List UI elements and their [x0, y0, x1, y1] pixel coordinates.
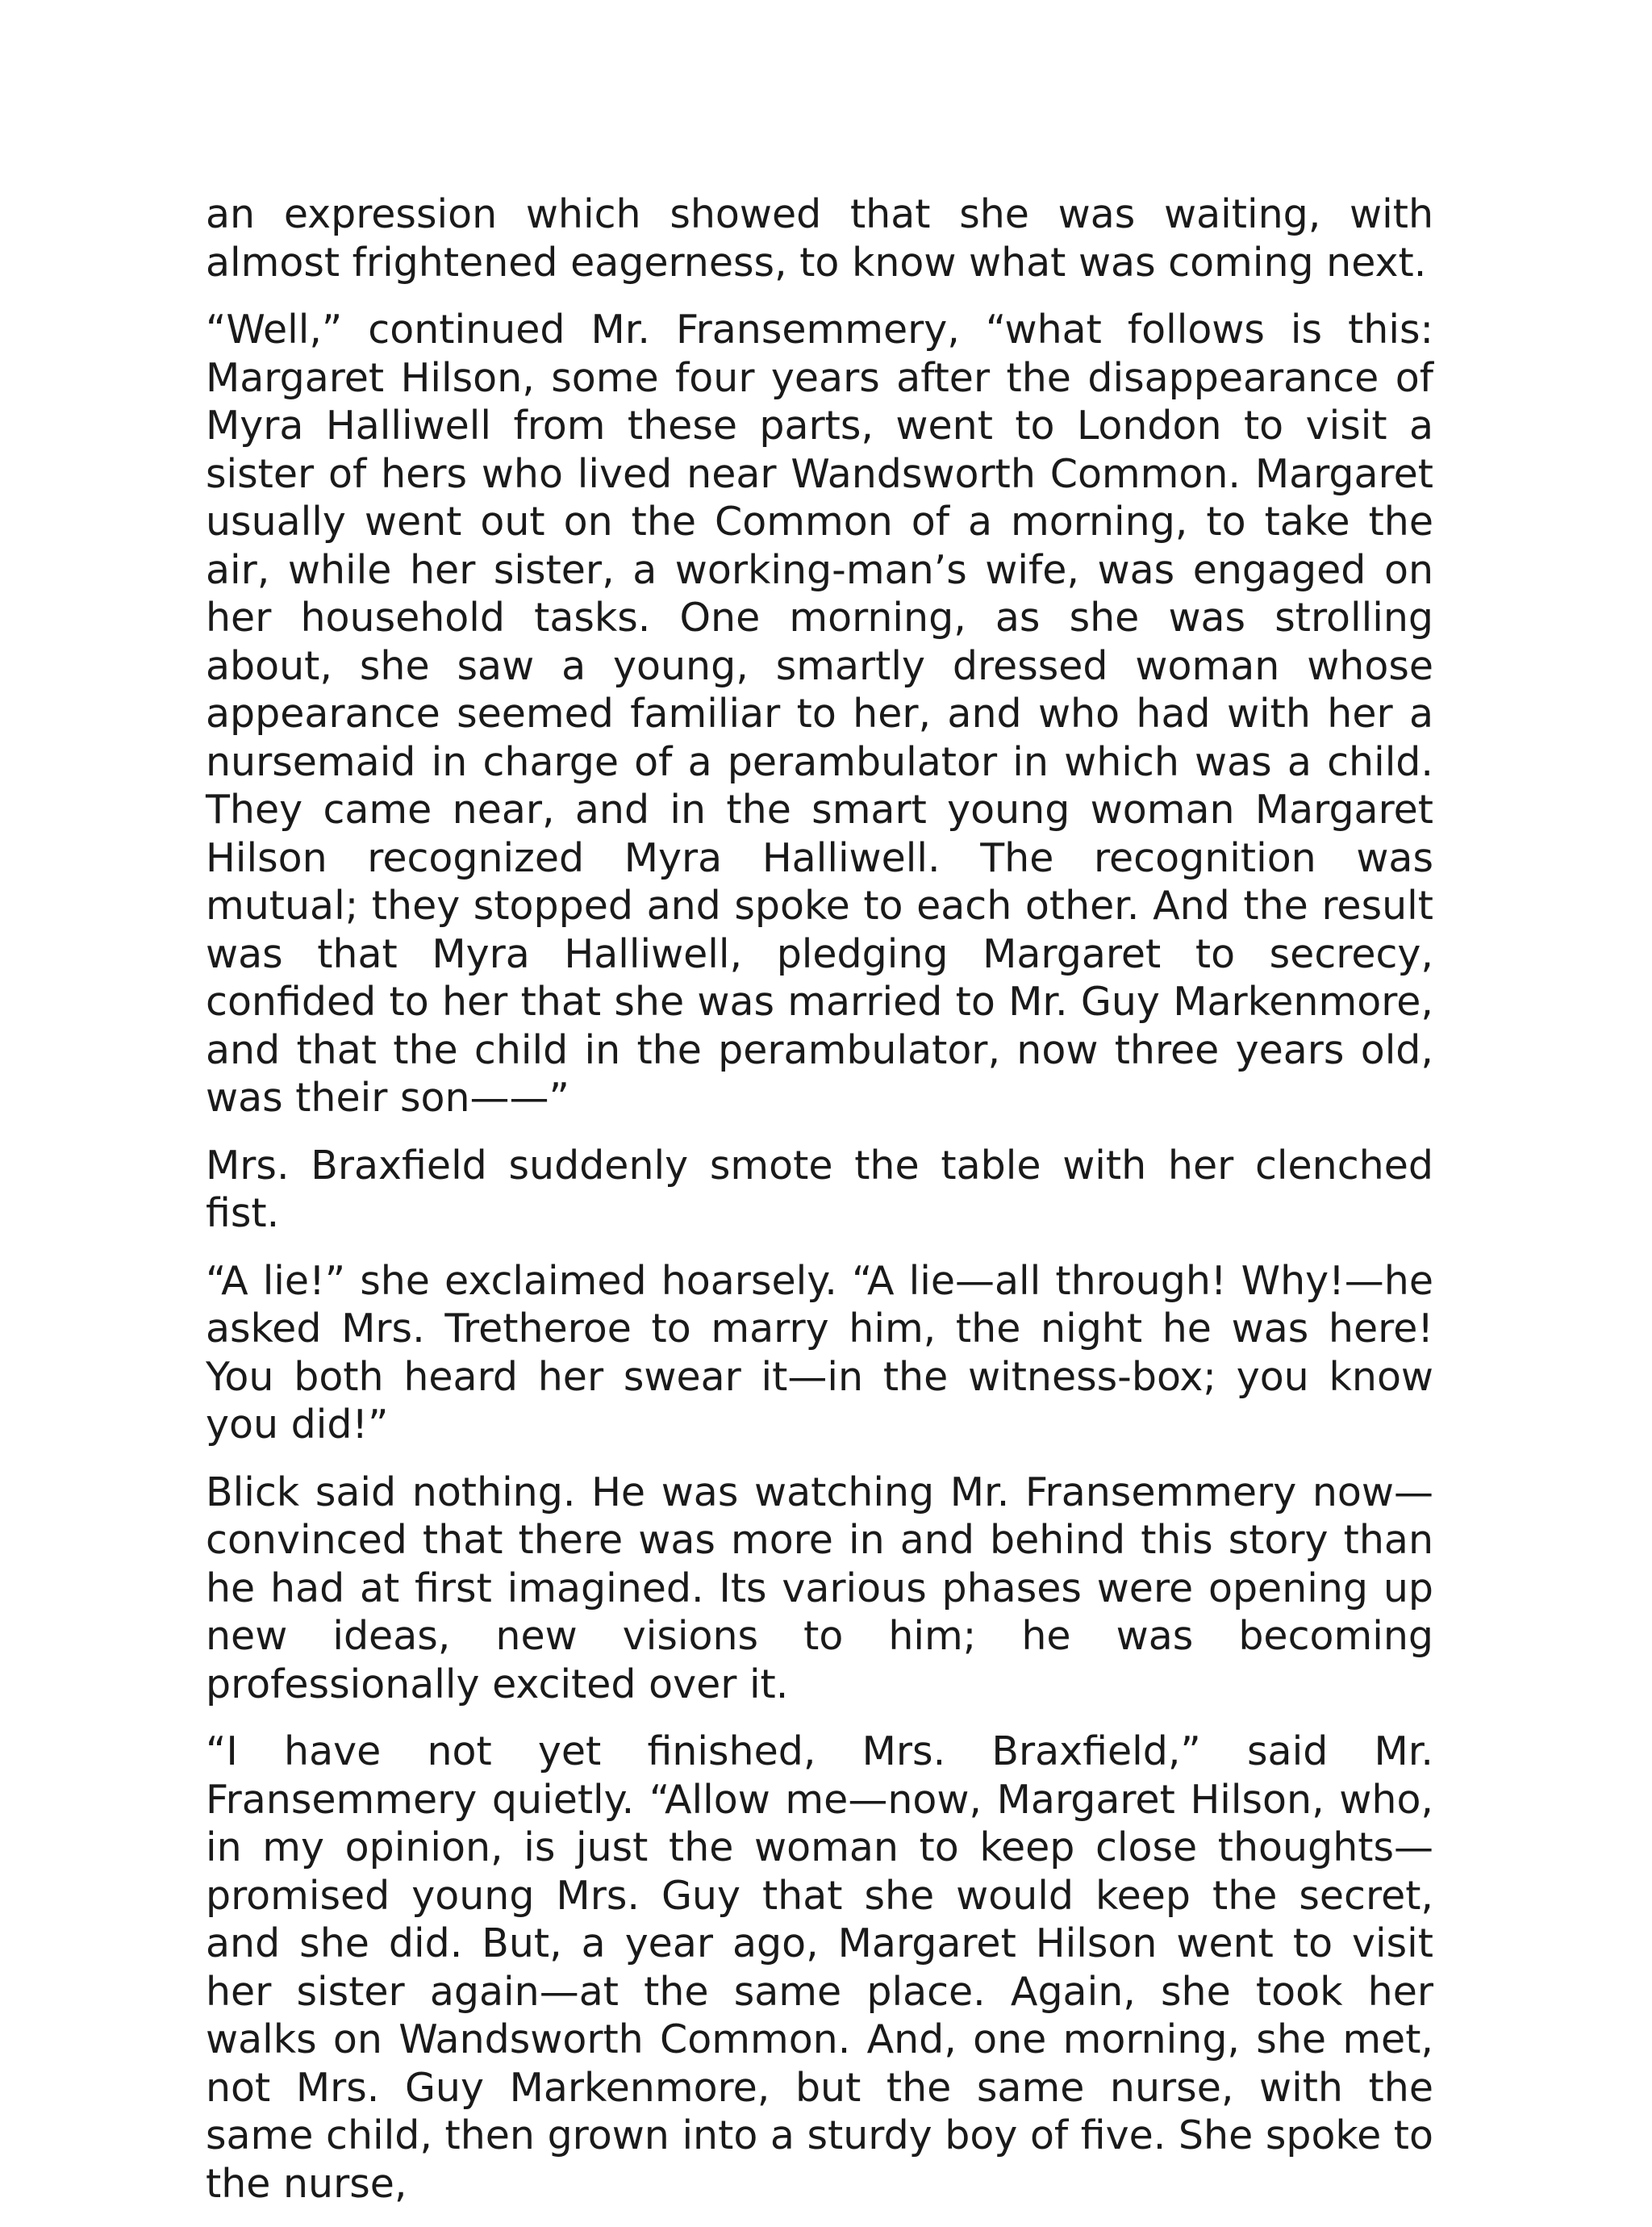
paragraph-5: Blick said nothing. He was watching Mr. Fransemmery now—convinced that there was more in and behind this story than he had at first imagined. Its various phases were opening up new ideas, new visions to him; he was becoming professionally excited over it.: [206, 1469, 1433, 1707]
paragraph-1: an expression which showed that she was waiting, with almost frightened eagerness, to know what was coming next.: [206, 191, 1433, 286]
paragraph-6: “I have not yet finished, Mrs. Braxfield,” said Mr. Fransemmery quietly. “Allow me—now, Margaret Hilson, who, in my opinion, is just the woman to keep close thoughts—promised young Mrs. Guy that she would keep the secret, and she did. But, a year ago, Margaret Hilson went to visit her sister again—at the same place. Again, she took her walks on Wandsworth Common. And, one morning, she met, not Mrs. Guy Markenmore, but the same nurse, with the same child, then grown into a sturdy boy of five. She spoke to the nurse,: [206, 1728, 1433, 2207]
paragraph-2: “Well,” continued Mr. Fransemmery, “what follows is this: Margaret Hilson, some four years after the disappearance of Myra Halliwell from these parts, went to London to visit a sister of hers who lived near Wandsworth Common. Margaret usually went out on the Common of a morning, to take the air, while her sister, a working-man’s wife, was engaged on her household tasks. One morning, as she was strolling about, she saw a young, smartly dressed woman whose appearance seemed familiar to her, and who had with her a nursemaid in charge of a perambulator in which was a child. They came near, and in the smart young woman Margaret Hilson recognized Myra Halliwell. The recognition was mutual; they stopped and spoke to each other. And the result was that Myra Halliwell, pledging Margaret to secrecy, confided to her that she was married to Mr. Guy Markenmore, and that the child in the perambulator, now three years old, was their son——”: [206, 307, 1433, 1121]
paragraph-4: “A lie!” she exclaimed hoarsely. “A lie—all through! Why!—he asked Mrs. Tretheroe to marry him, the night he was here! You both heard her swear it—in the witness-box; you know you did!”: [206, 1257, 1433, 1448]
paragraph-3: Mrs. Braxfield suddenly smote the table with her clenched fist.: [206, 1142, 1433, 1236]
page-body: [206, 190, 1433, 2227]
